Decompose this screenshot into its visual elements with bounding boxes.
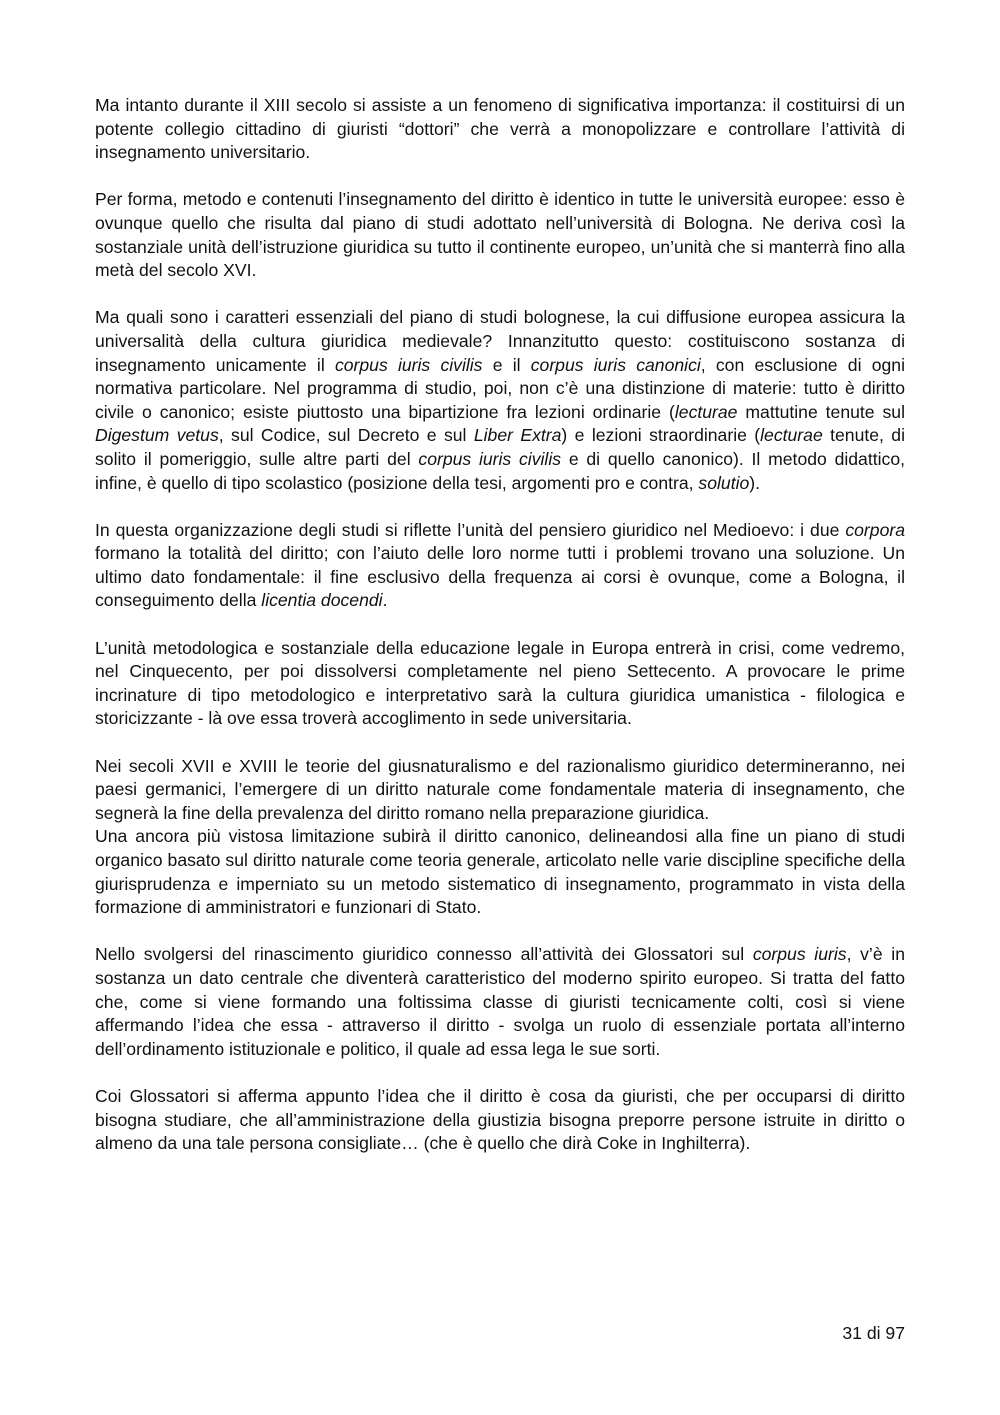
text-run: mattutine tenute sul: [737, 401, 905, 422]
italic-text: corpus iuris civilis: [418, 448, 562, 469]
paragraph: [95, 825, 905, 919]
italic-text: corpus iuris: [752, 944, 847, 965]
text-run: Una ancora più vistosa limitazione subirà il diritto canonico, delineandosi alla fine un piano di studi organico basato sul diritto naturale come teoria generale, articolato nelle varie discipline specifiche della giurisprudenza e imperniato su un metodo sistematico di insegnamento, programmato in vista della formazione di amministratori e funzionari di Stato.: [95, 826, 905, 918]
text-run: ) e lezioni straordinarie (: [561, 425, 761, 446]
text-run: Nei secoli XVII e XVIII le teorie del giusnaturalismo e del razionalismo giuridico determineranno, nei paesi germanici, l’emergere di un diritto naturale come fondamentale materia di insegnamento, che segnerà la fine della prevalenza del diritto romano nella preparazione giuridica.: [95, 755, 905, 823]
text-run: Nello svolgersi del rinascimento giuridico connesso all’attività dei Glossatori sul: [95, 944, 753, 965]
text-run: tenute, di solito il pomeriggio, sulle altre parti del: [95, 425, 905, 469]
italic-text: corpus iuris canonici: [530, 354, 701, 375]
text-run: ).: [749, 472, 761, 493]
paragraph: [95, 755, 905, 826]
paragraph: [95, 188, 905, 282]
paragraph: [95, 306, 905, 495]
text-run: .: [382, 590, 388, 611]
text-run: L’unità metodologica e sostanziale della educazione legale in Europa entrerà in crisi, come vedremo, nel Cinquecento, per poi dissolversi completamente nel pieno Settecento. A provocare le prime incrinature di tipo metodologico e interpretativo sarà la cultura giuridica umanistica - filologica e storicizzante - là ove essa troverà accoglimento in sede universitaria.: [95, 637, 905, 729]
text-run: e il: [482, 354, 531, 375]
italic-text: lecturae: [760, 425, 823, 446]
text-run: Per forma, metodo e contenuti l’insegnamento del diritto è identico in tutte le università europee: esso è ovunque quello che risulta dal piano di studi adottato nell’università di Bologna. Ne deriva così la sostanziale unità dell’istruzione giuridica su tutto il continente europeo, un’unità che si manterrà fino alla metà del secolo XVI.: [95, 189, 905, 281]
page-number: 31 di 97: [842, 1323, 905, 1343]
text-run: , sul Codice, sul Decreto e sul: [218, 425, 474, 446]
text-run: , con esclusione di ogni normativa particolare. Nel programma di studio, poi, non c’è una distinzione di materie: tutto è diritto civile o canonico; esiste piuttosto una bipartizione fra lezioni ordinarie (: [95, 354, 905, 422]
paragraph: [95, 943, 905, 1061]
text-run: Ma quali sono i caratteri essenziali del piano di studi bolognese, la cui diffusione europea assicura la universalità della cultura giuridica medievale? Innanzitutto questo: costituiscono sostanza di insegnamento unicamente il: [95, 307, 905, 375]
italic-text: licentia docendi: [261, 590, 383, 611]
italic-text: Liber Extra: [473, 425, 562, 446]
paragraph: [95, 1085, 905, 1156]
italic-text: corpus iuris civilis: [334, 354, 483, 375]
text-run: In questa organizzazione degli studi si riflette l’unità del pensiero giuridico nel Medioevo: i due: [95, 519, 846, 540]
italic-text: corpora: [845, 519, 905, 540]
text-run: Coi Glossatori si afferma appunto l’idea che il diritto è cosa da giuristi, che per occuparsi di diritto bisogna studiare, che all’amministrazione della giustizia bisogna preporre persone istruite in diritto o almeno da una tale persona consigliate… (che è quello che dirà Coke in Inghilterra).: [95, 1085, 905, 1154]
document-body: [95, 94, 905, 1156]
paragraph: [95, 519, 905, 613]
paragraph: [95, 94, 905, 165]
text-run: e di quello canonico). Il metodo didattico, infine, è quello di tipo scolastico (posizione della tesi, argomenti pro e contra,: [95, 448, 905, 493]
italic-text: Digestum vetus: [95, 425, 219, 446]
italic-text: solutio: [698, 472, 750, 493]
text-run: , v’è in sostanza un dato centrale che diventerà caratteristico del moderno spirito europeo. Si tratta del fatto che, come si viene formando una foltissima classe di giuristi tecnicamente colti, così si viene affermando l’idea che essa - attraverso il diritto - svolga un ruolo di essenziale portata all’interno dell’ordinamento istituzionale e politico, il quale ad essa lega le sue sorti.: [95, 944, 905, 1059]
text-run: formano la totalità del diritto; con l’aiuto delle loro norme tutti i problemi trovano una soluzione. Un ultimo dato fondamentale: il fine esclusivo della frequenza ai corsi è ovunque, come a Bologna, il conseguimento della: [95, 543, 905, 611]
paragraph: [95, 637, 905, 731]
italic-text: lecturae: [674, 401, 738, 422]
text-run: Ma intanto durante il XIII secolo si assiste a un fenomeno di significativa importanza: il costituirsi di un potente collegio cittadino di giuristi “dottori” che verrà a monopolizzare e controllare l’attività di insegnamento universitario.: [95, 95, 905, 163]
